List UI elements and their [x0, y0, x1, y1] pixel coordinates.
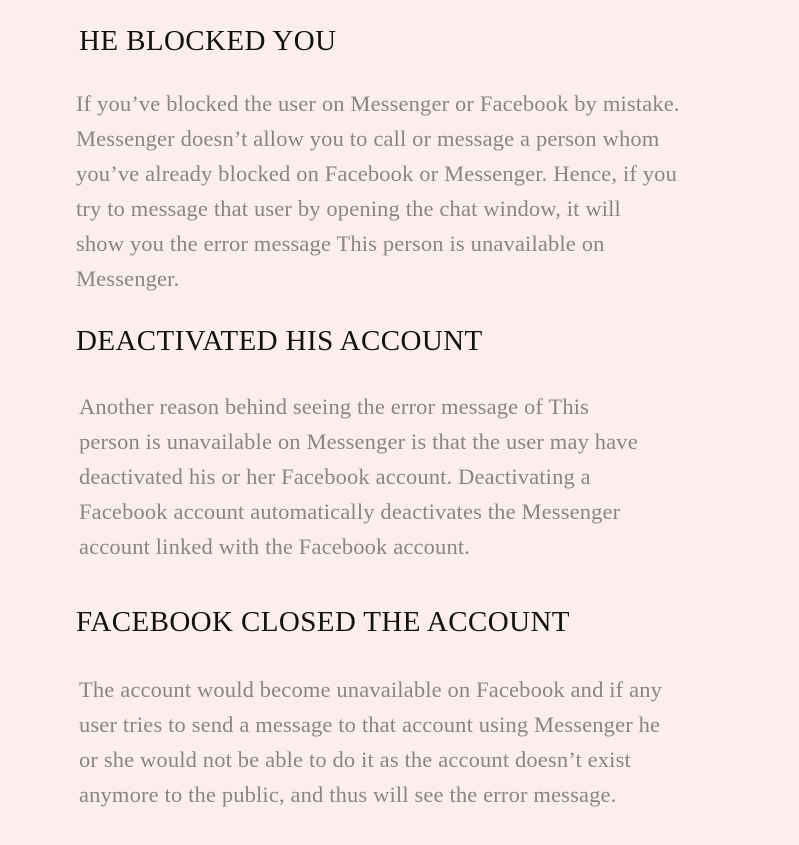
paragraph-line: Messenger doesn’t allow you to call or message a person whom: [76, 126, 660, 151]
section-heading-blocked: HE BLOCKED YOU: [79, 25, 337, 57]
section-paragraph-closed: [79, 672, 662, 812]
paragraph-line: Facebook account automatically deactivates the Messenger: [79, 499, 621, 524]
section-paragraph-deactivated: [79, 389, 638, 564]
paragraph-line: try to message that user by opening the chat window, it will: [76, 196, 621, 221]
paragraph-line: you’ve already blocked on Facebook or Messenger. Hence, if you: [76, 161, 677, 186]
section-heading-deactivated: DEACTIVATED HIS ACCOUNT: [76, 325, 483, 357]
paragraph-line: person is unavailable on Messenger is that the user may have: [79, 429, 638, 454]
section-paragraph-blocked: [76, 86, 680, 296]
paragraph-line: deactivated his or her Facebook account. Deactivating a: [79, 464, 591, 489]
paragraph-line: or she would not be able to do it as the account doesn’t exist: [79, 747, 631, 772]
paragraph-line: show you the error message This person is unavailable on: [76, 231, 605, 256]
paragraph-line: If you’ve blocked the user on Messenger or Facebook by mistake.: [76, 91, 680, 116]
paragraph-line: Another reason behind seeing the error message of This: [79, 394, 590, 419]
paragraph-line: The account would become unavailable on Facebook and if any: [79, 677, 663, 702]
paragraph-line: anymore to the public, and thus will see the error message.: [79, 782, 617, 807]
section-heading-closed: FACEBOOK CLOSED THE ACCOUNT: [76, 606, 570, 638]
paragraph-line: Messenger.: [76, 266, 180, 291]
paragraph-line: user tries to send a message to that account using Messenger he: [79, 712, 661, 737]
paragraph-line: account linked with the Facebook account.: [79, 534, 471, 559]
